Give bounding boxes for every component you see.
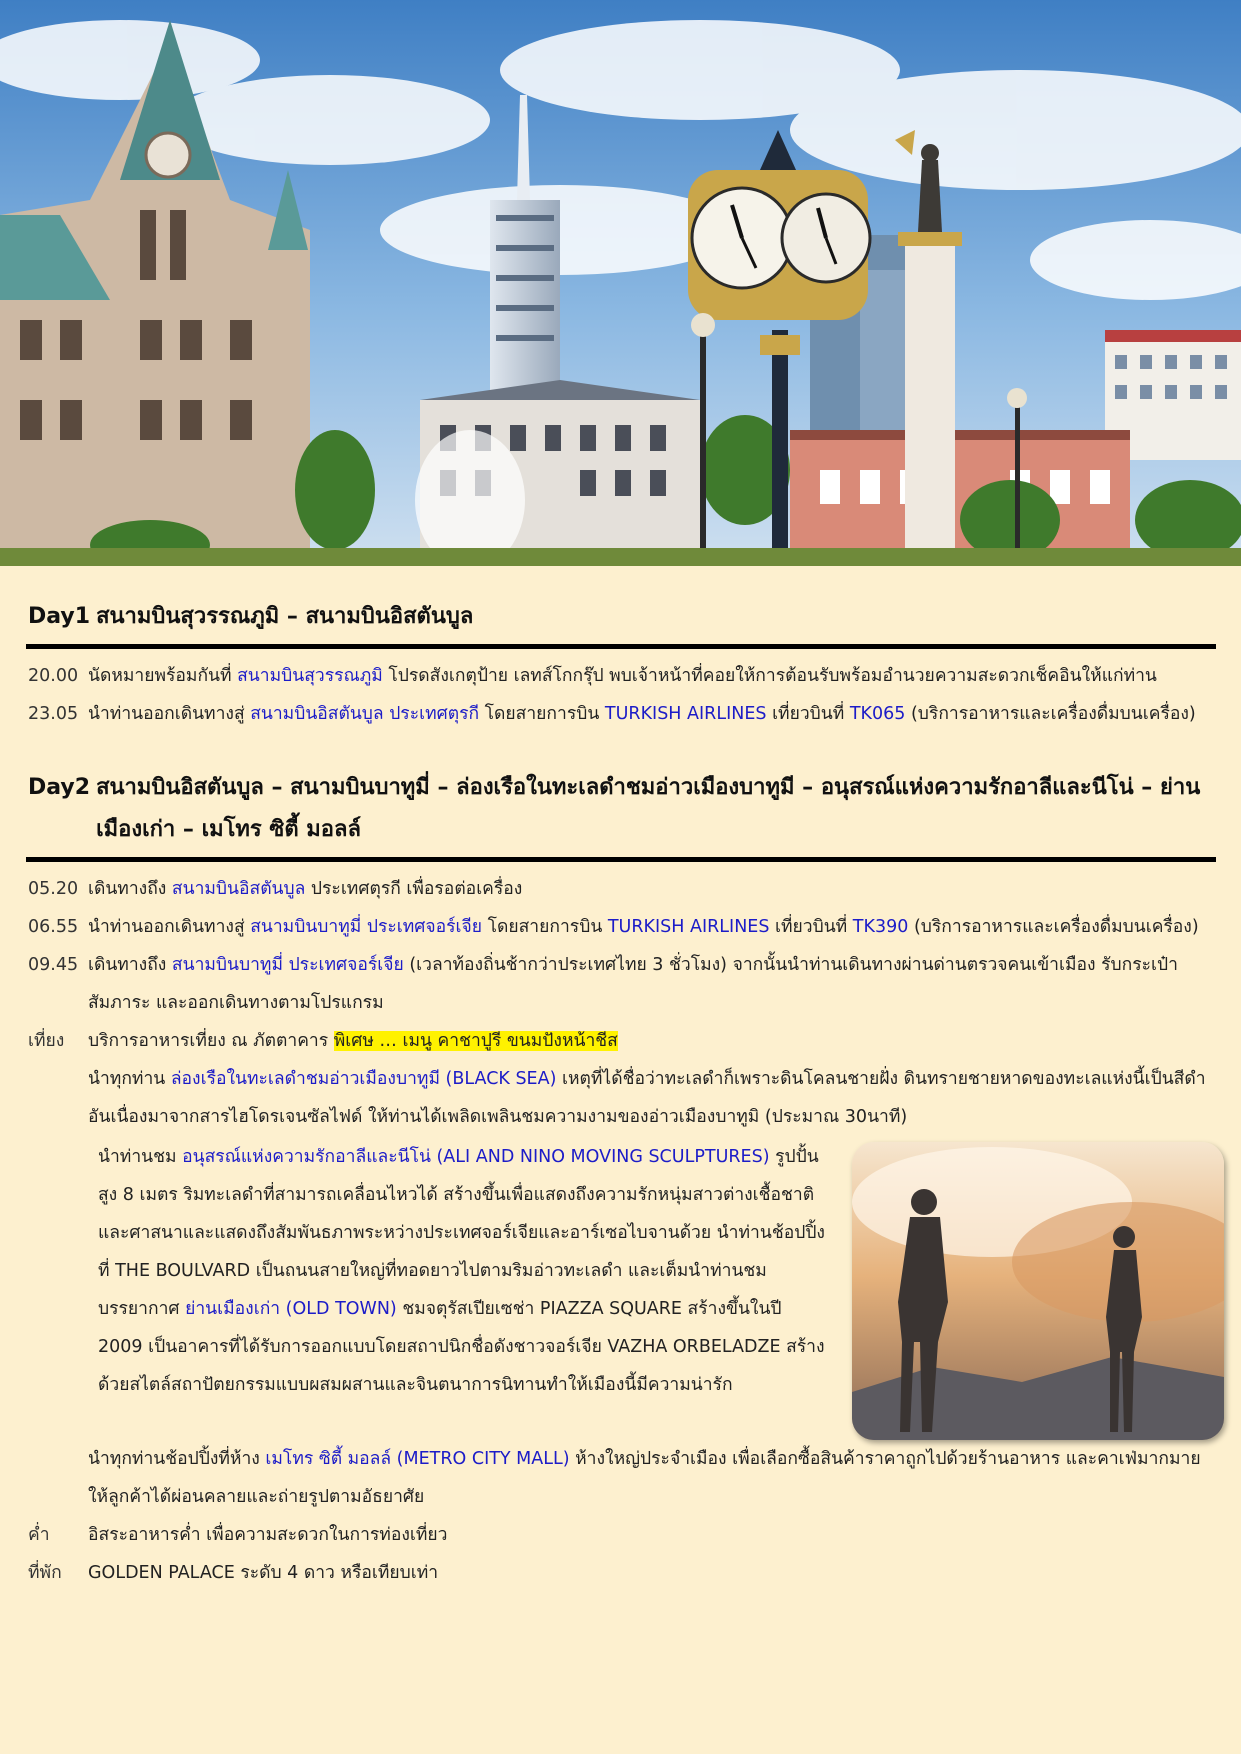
airline-name: TURKISH AIRLINES [607,917,770,937]
section-divider [26,857,1216,862]
day-label: Day2 [28,775,91,800]
day-title: สนามบินอิสตันบูล – สนามบินบาทูมี่ – ล่องเรือในทะเลดำชมอ่าวเมืองบาทูมี – อนุสรณ์แห่งความรักอาลีและนีโน่ – ย่านเมืองเก่า – เมโทร ซิตี้ มอลล์ [96,775,1201,842]
schedule-time: 20.00 [28,666,79,686]
hero-photo-batumi [0,0,1241,566]
place-name: สนามบินสุวรรณภูมิ [237,666,383,686]
day-1-heading [28,596,1214,638]
schedule-text: อิสระอาหารค่ำ เพื่อความสะดวกในการท่องเที่ยว [88,1525,448,1545]
schedule-row-lunch [28,1022,1214,1060]
place-name: อนุสรณ์แห่งความรักอาลีและนีโน่ (ALI AND NINO MOVING SCULPTURES) [182,1147,770,1167]
schedule-row [28,870,1214,908]
sculpture-block [98,1136,1214,1440]
place-name: ล่องเรือในทะเลดำชมอ่าวเมืองบาทูมี (BLACK SEA) [170,1069,557,1089]
schedule-time: เที่ยง [28,1031,65,1051]
schedule-text: เดินทางถึง สนามบินบาทูมี่ ประเทศจอร์เจีย (เวลาท้องถิ่นช้ากว่าประเทศไทย 3 ชั่วโมง) จากนั้นนำท่านเดินทางผ่านด่านตรวจคนเข้าเมือง รับกระเป๋าสัมภาระ และออกเดินทางตามโปรแกรม [88,955,1178,1013]
schedule-time: 06.55 [28,917,79,937]
place-name: สนามบินบาทูมี่ ประเทศจอร์เจีย [250,917,483,937]
schedule-text: นัดหมายพร้อมกันที่ สนามบินสุวรรณภูมิ โปรดสังเกตุป้าย เลทส์โกกรุ๊ป พบเจ้าหน้าที่คอยให้การต้อนรับพร้อมอำนวยความสะดวกเช็คอินให้แก่ท่าน [88,666,1157,686]
schedule-text: นำท่านออกเดินทางสู่ สนามบินบาทูมี่ ประเทศจอร์เจีย โดยสายการบิน TURKISH AIRLINES เที่ยวบินที่ TK390 (บริการอาหารและเครื่องดื่มบนเครื่อง) [88,917,1199,937]
place-name: สนามบินอิสตันบูล ประเทศตุรกี [250,704,480,724]
schedule-time: 23.05 [28,704,79,724]
place-name: สนามบินบาทูมี่ ประเทศจอร์เจีย [171,955,404,975]
day-label: Day1 [28,604,91,629]
sculpture-paragraph: นำท่านชม อนุสรณ์แห่งความรักอาลีและนีโน่ (ALI AND NINO MOVING SCULPTURES) รูปปั้นสูง 8 เมตร ริมทะเลดำที่สามารถเคลื่อนไหวได้ สร้างขึ้นเพื่อแสดงถึงความรักหนุ่มสาวต่างเชื้อชาติและศาสนาและแสดงถึงสัมพันธภาพระหว่างประเทศจอร์เจียและอาร์เซอไบจานด้วย นำท่านช้อปปิ้งที่ THE BOULVARD เป็นถนนสายใหญ่ที่ทอดยาวไปตามริมอ่าวทะเลดำ และเต็มนำท่านชมบรรยากาศ ย่านเมืองเก่า (OLD TOWN) ชมจตุรัสเปียเซช่า PIAZZA SQUARE สร้างขึ้นในปี 2009 เป็นอาคารที่ได้รับการออกแบบโดยสถาปนิกชื่อดังชาวจอร์เจีย VAZHA ORBELADZE สร้างด้วยสไตล์สถาปัตยกรรมแบบผสมผสานและจินตนาการนิทานทำให้เมืองนี้มีความน่ารัก [98,1147,825,1395]
schedule-row [28,695,1214,733]
day-2-heading [28,767,1214,851]
day-title: สนามบินสุวรรณภูมิ – สนามบินอิสตันบูล [96,604,474,629]
mall-paragraph: นำทุกท่านช้อปปิ้งที่ห้าง เมโทร ซิตี้ มอลล์ (METRO CITY MALL) ห้างใหญ่ประจำเมือง เพื่อเลือกซื้อสินค้าราคาถูกไปด้วยร้านอาหาร และคาเฟ่มากมาย ให้ลูกค้าได้ผ่อนคลายและถ่ายรูปตามอัธยาศัย [88,1449,1201,1507]
place-name: เมโทร ซิตี้ มอลล์ (METRO CITY MALL) [265,1449,570,1469]
schedule-text: บริการอาหารเที่ยง ณ ภัตตาคาร พิเศษ … เมนู คาชาปูรี ขนมปังหน้าชีส [88,1031,618,1051]
schedule-time: 09.45 [28,955,79,975]
schedule-row [28,908,1214,946]
highlighted-menu: พิเศษ … เมนู คาชาปูรี ขนมปังหน้าชีส [333,1031,618,1051]
boat-trip-paragraph: นำทุกท่าน ล่องเรือในทะเลดำชมอ่าวเมืองบาทูมี (BLACK SEA) เหตุที่ได้ชื่อว่าทะเลดำก็เพราะดินโคลนชายฝั่ง ดินทรายชายหาดของทะเลแห่งนี้เป็นสีดำ อันเนื่องมาจากสารไฮโดรเจนซัลไฟด์ ให้ท่านได้เพลิดเพลินชมความงามของอ่าวเมืองบาทูมิ (ประมาณ 30นาที) [88,1069,1206,1127]
schedule-text: GOLDEN PALACE ระดับ 4 ดาว หรือเทียบเท่า [88,1563,439,1583]
place-name: ย่านเมืองเก่า (OLD TOWN) [185,1299,397,1319]
airline-name: TURKISH AIRLINES [604,704,767,724]
schedule-row [28,657,1214,695]
day-2-section [28,767,1214,1592]
flight-number: TK390 [852,917,909,937]
schedule-row [28,946,1214,1022]
schedule-time: 05.20 [28,879,79,899]
section-divider [26,644,1216,649]
day-1-section [28,596,1214,733]
schedule-row-dinner [28,1516,1214,1554]
ali-nino-sculpture-photo [852,1142,1224,1440]
flight-number: TK065 [849,704,906,724]
place-name: สนามบินอิสตันบูล [171,879,306,899]
schedule-text: เดินทางถึง สนามบินอิสตันบูล ประเทศตุรกี เพื่อรอต่อเครื่อง [88,879,523,899]
schedule-time: ค่ำ [28,1525,50,1545]
schedule-text: นำท่านออกเดินทางสู่ สนามบินอิสตันบูล ประเทศตุรกี โดยสายการบิน TURKISH AIRLINES เที่ยวบินที่ TK065 (บริการอาหารและเครื่องดื่มบนเครื่อง) [88,704,1196,724]
schedule-row-hotel [28,1554,1214,1592]
schedule-time: ที่พัก [28,1563,62,1583]
itinerary [28,596,1214,1592]
